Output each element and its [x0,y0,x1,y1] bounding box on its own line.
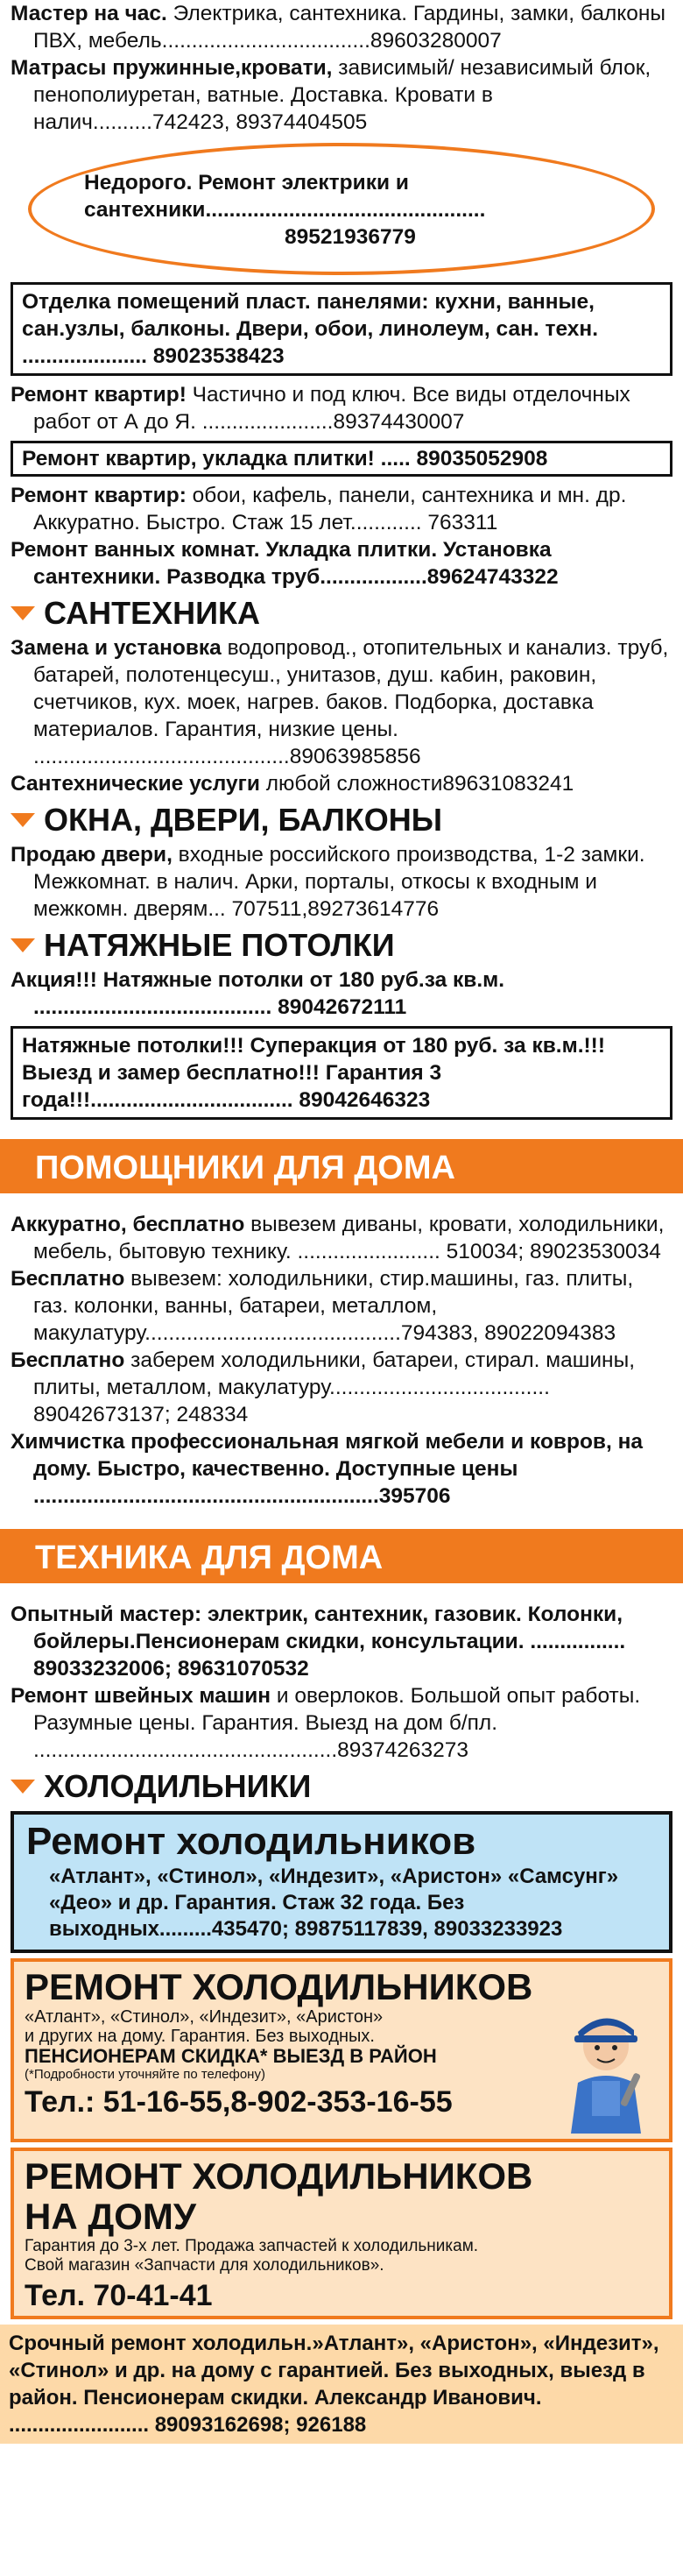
fridge3-title1: РЕМОНТ ХОЛОДИЛЬНИКОВ [25,2155,533,2197]
ad-vyvezem-2: Бесплатно вывезем: холодильники, стир.машины, газ. плиты, газ. колонки, ванны, батареи, металлом, макулатуру...........................................794383, 89022094383 [11,1267,634,1345]
ad-shveinye-mashiny: Ремонт швейных машин и оверлоков. Большой опыт работы. Разумные цены. Гарантия. Выезд на дом б/пл. ...................................................89374263273 [11,1684,641,1762]
ad-fridge-worker [11,1958,672,2142]
triangle-marker-icon [11,938,35,952]
triangle-marker-icon [11,1780,35,1794]
triangle-marker-icon [11,606,35,620]
triangle-marker-icon [11,813,35,827]
ad-zaberem: Бесплатно заберем холодильники, батареи, стирал. машины, плиты, металлом, макулатуру..................................... 89042673137; 248334 [11,1348,635,1426]
fridge-blue-title: Ремонт холодильников [26,1820,476,1863]
fridge3-title2: НА ДОМУ [25,2196,197,2237]
section-banner-tehnika: ТЕХНИКА ДЛЯ ДОМА [0,1529,683,1583]
ad-fridge-srochnyi: Срочный ремонт холодильн.»Атлант», «Аристон», «Индезит», «Стинол» и др. на дому с гарантией. Без выходных, выезд в район. Пенсионерам скидки. Александр Иванович. ........................ 89093162698; 926188 [0,2325,683,2444]
section-okna: ОКНА, ДВЕРИ, БАЛКОНЫ [11,801,672,839]
ad-remont-vannyh: Ремонт ванных комнат. Укладка плитки. Установка сантехники. Разводка труб..................89624743322 [11,538,559,589]
fridge3-line1: Гарантия до 3-х лет. Продажа запчастей к холодильникам. [25,2237,479,2255]
fridge3-line2: Свой магазин «Запчасти для холодильников». [25,2256,384,2275]
ad-zamena: Замена и установка водопровод., отопительных и канализ. труб, батарей, полотенцесуш., унитазов, душ. кабин, раковин, счетчиков, кух. моек, нагрев. баков. Подборка, доставка материалов. Гарантия, низкие цены. ...........................................89063985856 [11,636,669,768]
ad-akciya-potolki: Акция!!! Натяжные потолки от 180 руб.за кв.м. ........................................ 89042672111 [11,968,505,1019]
section-holodilniki: ХОЛОДИЛЬНИКИ [11,1767,672,1806]
fridge2-line2: и других на дому. Гарантия. Без выходных. [25,2027,375,2046]
fridge2-line3: ПЕНСИОНЕРАМ СКИДКА* ВЫЕЗД В РАЙОН [25,2045,437,2067]
ad-fridge-na-domu [11,2148,672,2319]
ad-dveri: Продаю двери, входные российского производства, 1-2 замки. Межкомнат. в налич. Арки, порталы, откосы к входным и межкомн. дверям... 707511,89273614776 [11,843,645,921]
fridge2-phone: Тел.: 51-16-55,8-902-353-16-55 [25,2085,453,2119]
ad-himchistka: Химчистка профессиональная мягкой мебели и ковров, на дому. Быстро, качественно. Доступные цены ..........................................................395706 [11,1430,644,1508]
section-santehnika: САНТЕХНИКА [11,594,672,633]
boxed-ad-panels: Отделка помещений пласт. панелями: кухни, ванные, сан.узлы, балконы. Двери, обои, линолеум, сан. техн. ..................... 89023538423 [11,282,672,376]
ad-list-1 [11,0,672,136]
boxed-ad-plitka: Ремонт квартир, укладка плитки! ..... 89035052908 [11,441,672,477]
fridge3-phone: Тел. 70-41-41 [25,2279,213,2312]
boxed-ad-potolki: Натяжные потолки!!! Суперакция от 180 руб. за кв.м.!!! Выезд и замер бесплатно!!! Гарантия 3 года!!!.................................. 89042646323 [11,1026,672,1120]
fridge-blue-text: «Атлант», «Стинол», «Индезит», «Аристон» «Самсунг» «Део» и др. Гарантия. Стаж 32 года. Без выходных.........435470; 89875117839, 89033233923 [49,1865,619,1941]
ad-vyvezem-1: Аккуратно, бесплатно вывезем диваны, кровати, холодильники, мебель, бытовую технику. ........................ 510034; 89023530034 [11,1213,665,1263]
ad-opytnyi-master: Опытный мастер: электрик, сантехник, газовик. Колонки, бойлеры.Пенсионерам скидки, консультации. ................ 89033232006; 89631070532 [11,1603,626,1681]
fridge2-title: РЕМОНТ ХОЛОДИЛЬНИКОВ [25,1966,533,2007]
fridge2-note: (*Подробности уточняйте по телефону) [25,2067,265,2082]
repairman-icon [553,2011,658,2134]
ad-master-na-chas: Мастер на час. Электрика, сантехника. Гардины, замки, балконы ПВХ, мебель...................................89603280007 [11,2,666,53]
ad-fridge-blue [11,1811,672,1953]
oval-ad-electrics: Недорого. Ремонт электрики и сантехники............................................... 89521936779 [28,143,655,275]
fridge2-line1: «Атлант», «Стинол», «Индезит», «Аристон» [25,2007,384,2027]
ad-remont-kvartir-2: Ремонт квартир: обои, кафель, панели, сантехника и мн. др. Аккуратно. Быстро. Стаж 15 лет............ 763311 [11,484,627,534]
ad-matrasy: Матрасы пружинные,кровати, зависимый/ независимый блок, пенополиуретан, ватные. Доставка. Кровати в налич..........742423, 89374404505 [11,56,651,134]
ad-santeh-uslugi: Сантехнические услуги любой сложности89631083241 [11,772,574,796]
section-banner-pomoshniki: ПОМОЩНИКИ ДЛЯ ДОМА [0,1139,683,1193]
ad-remont-kvartir: Ремонт квартир! Частично и под ключ. Все виды отделочных работ от А до Я. ......................89374430007 [11,383,630,434]
section-potolki: НАТЯЖНЫЕ ПОТОЛКИ [11,926,672,965]
